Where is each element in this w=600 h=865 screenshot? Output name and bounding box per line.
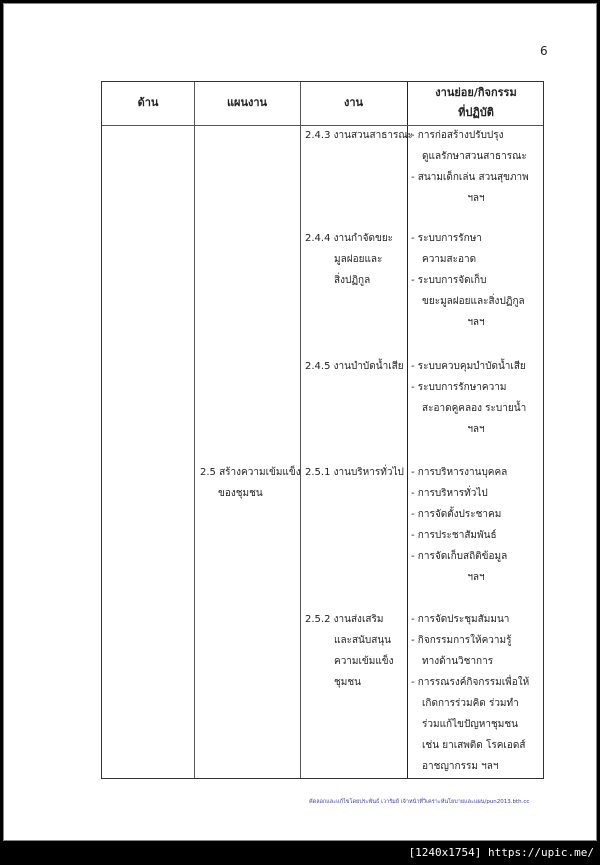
subtask-item: ดูแลรักษาสวนสาธารณะ [422, 151, 527, 162]
subtask-item: ความสะอาด [422, 254, 477, 265]
task-cell [305, 356, 404, 377]
header-subtask [407, 83, 545, 123]
subtask-item: ฯลฯ [467, 317, 485, 328]
plan-line: ของชุมชน [218, 488, 263, 499]
subtask-cell [411, 228, 541, 333]
subtask-cell [411, 609, 541, 777]
subtask-item: เกิดการร่วมคิด ร่วมทำ [422, 698, 519, 709]
subtask-item: สะอาดคูคลอง ระบายน้ำ [422, 403, 527, 414]
subtask-item: - การจัดประชุมสัมมนา [411, 614, 510, 625]
column-divider [194, 82, 195, 778]
subtask-item: - การบริหารทั่วไป [411, 488, 488, 499]
task-line: ความเข้มแข็ง [334, 656, 394, 667]
task-line: สิ่งปฏิกูล [334, 275, 371, 286]
subtask-item: - ระบบการรักษาความ [411, 382, 507, 393]
plan-cell [200, 462, 301, 504]
header-plan: แผนงาน [226, 96, 268, 109]
subtask-item: - กิจกรรมการให้ความรู้ [411, 635, 512, 646]
plan-table [101, 81, 544, 779]
subtask-item: เช่น ยาเสพติด โรคเอดส์ [422, 740, 526, 751]
subtask-item: - การบริหารงานบุคคล [411, 467, 508, 478]
subtask-item: - การรณรงค์กิจกรรมเพื่อให้ [411, 677, 530, 688]
task-line: ชุมชน [334, 677, 362, 688]
subtask-item: - ระบบการจัดเก็บ [411, 275, 487, 286]
subtask-cell [411, 462, 541, 588]
page-number: 6 [540, 44, 548, 58]
task-line: 2.4.4 งานกำจัดขยะ [305, 233, 394, 244]
subtask-item: ฯลฯ [467, 193, 485, 204]
image-size-watermark: [1240x1754] https://upic.me/ [408, 846, 594, 859]
column-divider [300, 82, 301, 778]
subtask-item: - ระบบการรักษา [411, 233, 482, 244]
task-line: 2.4.5 งานบำบัดน้ำเสีย [305, 361, 404, 372]
header-subtask-line2: ที่ปฏิบัติ [458, 106, 494, 119]
header-task: งาน [343, 96, 364, 109]
column-divider [407, 82, 408, 778]
subtask-item: ฯลฯ [467, 572, 485, 583]
subtask-item: - สนามเด็กเล่น สวนสุขภาพ [411, 172, 529, 183]
subtask-item: ขยะมูลฝอยและสิ่งปฏิกูล [422, 296, 525, 307]
task-cell [305, 609, 394, 693]
task-line: 2.5.2 งานส่งเสริม [305, 614, 384, 625]
subtask-item: ฯลฯ [467, 424, 485, 435]
subtask-item: - การประชาสัมพันธ์ [411, 530, 497, 541]
header-aspect: ด้าน [137, 96, 159, 109]
subtask-item: - การก่อสร้างปรับปรุง [411, 130, 504, 141]
subtask-item: อาชญากรรม ฯลฯ [422, 761, 499, 772]
task-line: มูลฝอยและ [334, 254, 383, 265]
task-line: 2.5.1 งานบริหารทั่วไป [305, 467, 404, 478]
document-page [3, 3, 597, 841]
subtask-item: - การจัดตั้งประชาคม [411, 509, 502, 520]
task-line: และสนับสนุน [334, 635, 392, 646]
subtask-item: - ระบบควบคุมบำบัดน้ำเสีย [411, 361, 526, 372]
subtask-cell [411, 356, 541, 440]
header-subtask-line1: งานย่อย/กิจกรรม [435, 86, 517, 99]
task-cell [305, 462, 404, 483]
task-cell [305, 125, 413, 146]
subtask-cell [411, 125, 541, 209]
subtask-item: ร่วมแก้ไขปัญหาชุมชน [422, 719, 519, 730]
plan-line: 2.5 สร้างความเข้มแข็ง [200, 467, 301, 478]
task-line: 2.4.3 งานสวนสาธารณะ [305, 130, 413, 141]
task-cell [305, 228, 393, 291]
subtask-item: - การจัดเก็บสถิติข้อมูล [411, 551, 508, 562]
footer-credit: คัดลอกและแก้ไขโดยประพันธ์ เวารัมย์ เจ้าหน้าที่วิเคราะห์นโยบายและแผน/pun2013.bth.cc [309, 799, 530, 805]
subtask-item: ทางด้านวิชาการ [422, 656, 494, 667]
